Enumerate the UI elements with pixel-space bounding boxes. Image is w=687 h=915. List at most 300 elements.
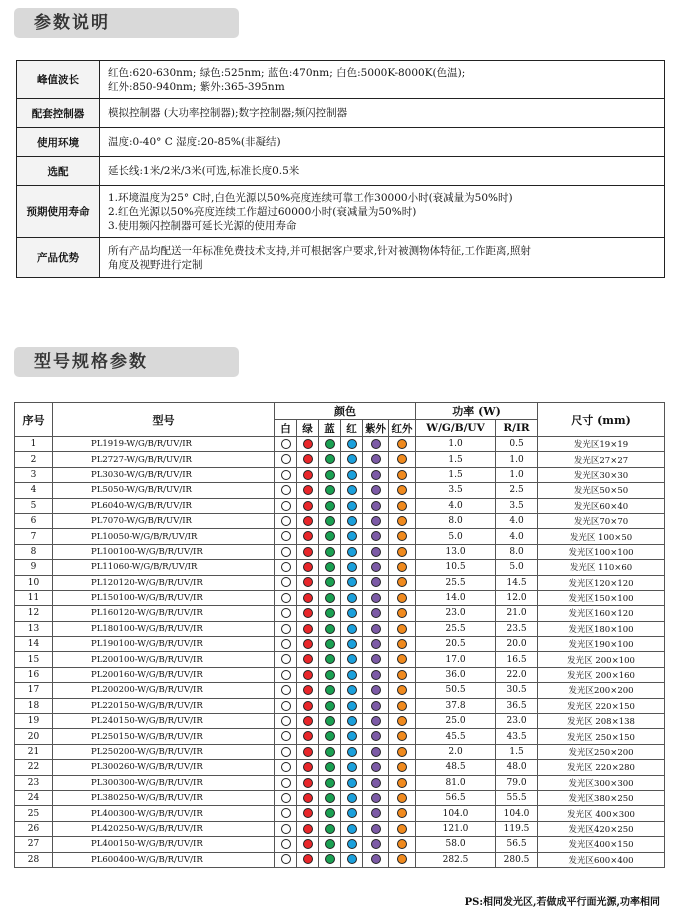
- color-cell-white: [275, 744, 297, 759]
- header-no: 序号: [15, 403, 53, 437]
- color-cell-red: [341, 652, 363, 667]
- ir-dot-icon: [397, 670, 407, 680]
- model-spec-table: [14, 402, 665, 868]
- color-cell-blue: [319, 698, 341, 713]
- row-size: 发光区 200×100: [538, 652, 665, 667]
- row-model: PL240150-W/G/B/R/UV/IR: [53, 714, 275, 729]
- row-size: 发光区190×100: [538, 637, 665, 652]
- uv-dot-icon: [371, 854, 381, 864]
- row-power-rir: 56.5: [496, 837, 538, 852]
- table-row: [15, 821, 665, 836]
- row-no: 26: [15, 821, 53, 836]
- uv-dot-icon: [371, 639, 381, 649]
- color-cell-red: [341, 560, 363, 575]
- color-cell-green: [297, 544, 319, 559]
- ir-dot-icon: [397, 501, 407, 511]
- row-power-wgbuv: 1.5: [416, 452, 496, 467]
- red-dot-icon: [347, 701, 357, 711]
- white-dot-icon: [281, 439, 291, 449]
- row-power-rir: 43.5: [496, 729, 538, 744]
- param-value-line: 模拟控制器 (大功率控制器);数字控制器;频闪控制器: [108, 107, 348, 119]
- row-model: PL1919-W/G/B/R/UV/IR: [53, 437, 275, 452]
- green-dot-icon: [303, 701, 313, 711]
- color-cell-white: [275, 529, 297, 544]
- row-model: PL200100-W/G/B/R/UV/IR: [53, 652, 275, 667]
- uv-dot-icon: [371, 716, 381, 726]
- color-cell-green: [297, 806, 319, 821]
- table-row: [15, 790, 665, 805]
- uv-dot-icon: [371, 808, 381, 818]
- red-dot-icon: [347, 454, 357, 464]
- blue-dot-icon: [325, 562, 335, 572]
- red-dot-icon: [347, 501, 357, 511]
- ir-dot-icon: [397, 547, 407, 557]
- row-size: 发光区 200×160: [538, 667, 665, 682]
- header-color-ir: 红外: [389, 420, 416, 437]
- green-dot-icon: [303, 839, 313, 849]
- white-dot-icon: [281, 624, 291, 634]
- color-cell-blue: [319, 683, 341, 698]
- red-dot-icon: [347, 808, 357, 818]
- color-cell-green: [297, 467, 319, 482]
- color-cell-green: [297, 652, 319, 667]
- row-no: 8: [15, 544, 53, 559]
- row-model: PL7070-W/G/B/R/UV/IR: [53, 513, 275, 528]
- color-cell-blue: [319, 744, 341, 759]
- row-no: 3: [15, 467, 53, 482]
- red-dot-icon: [347, 516, 357, 526]
- white-dot-icon: [281, 454, 291, 464]
- param-row: [17, 99, 665, 128]
- table-row: [15, 544, 665, 559]
- white-dot-icon: [281, 854, 291, 864]
- blue-dot-icon: [325, 670, 335, 680]
- green-dot-icon: [303, 670, 313, 680]
- white-dot-icon: [281, 670, 291, 680]
- green-dot-icon: [303, 716, 313, 726]
- row-power-rir: 8.0: [496, 544, 538, 559]
- row-power-wgbuv: 45.5: [416, 729, 496, 744]
- color-cell-uv: [363, 606, 389, 621]
- color-cell-white: [275, 652, 297, 667]
- color-cell-green: [297, 529, 319, 544]
- color-cell-red: [341, 852, 363, 867]
- ir-dot-icon: [397, 577, 407, 587]
- white-dot-icon: [281, 747, 291, 757]
- ir-dot-icon: [397, 454, 407, 464]
- ir-dot-icon: [397, 439, 407, 449]
- blue-dot-icon: [325, 701, 335, 711]
- ir-dot-icon: [397, 854, 407, 864]
- header-model: 型号: [53, 403, 275, 437]
- red-dot-icon: [347, 793, 357, 803]
- color-cell-blue: [319, 498, 341, 513]
- row-model: PL200200-W/G/B/R/UV/IR: [53, 683, 275, 698]
- color-cell-uv: [363, 683, 389, 698]
- section-title-models: 型号规格参数: [14, 347, 239, 377]
- table-row: [15, 729, 665, 744]
- uv-dot-icon: [371, 670, 381, 680]
- ir-dot-icon: [397, 470, 407, 480]
- blue-dot-icon: [325, 516, 335, 526]
- row-model: PL300300-W/G/B/R/UV/IR: [53, 775, 275, 790]
- color-cell-blue: [319, 775, 341, 790]
- row-power-rir: 1.0: [496, 467, 538, 482]
- row-power-wgbuv: 282.5: [416, 852, 496, 867]
- table-row: [15, 513, 665, 528]
- row-size: 发光区60×40: [538, 498, 665, 513]
- row-no: 16: [15, 667, 53, 682]
- color-cell-white: [275, 437, 297, 452]
- red-dot-icon: [347, 577, 357, 587]
- color-cell-white: [275, 606, 297, 621]
- row-no: 17: [15, 683, 53, 698]
- row-model: PL400300-W/G/B/R/UV/IR: [53, 806, 275, 821]
- color-cell-green: [297, 590, 319, 605]
- uv-dot-icon: [371, 593, 381, 603]
- color-cell-green: [297, 437, 319, 452]
- color-cell-green: [297, 637, 319, 652]
- white-dot-icon: [281, 501, 291, 511]
- row-power-wgbuv: 10.5: [416, 560, 496, 575]
- white-dot-icon: [281, 562, 291, 572]
- color-cell-green: [297, 852, 319, 867]
- color-cell-red: [341, 744, 363, 759]
- color-cell-blue: [319, 437, 341, 452]
- green-dot-icon: [303, 624, 313, 634]
- color-cell-white: [275, 452, 297, 467]
- color-cell-ir: [389, 544, 416, 559]
- row-model: PL190100-W/G/B/R/UV/IR: [53, 637, 275, 652]
- color-cell-green: [297, 760, 319, 775]
- row-power-wgbuv: 37.8: [416, 698, 496, 713]
- parameters-table: [16, 60, 665, 278]
- row-power-rir: 23.5: [496, 621, 538, 636]
- color-cell-ir: [389, 652, 416, 667]
- green-dot-icon: [303, 685, 313, 695]
- color-cell-uv: [363, 714, 389, 729]
- color-cell-white: [275, 544, 297, 559]
- color-cell-green: [297, 683, 319, 698]
- blue-dot-icon: [325, 685, 335, 695]
- color-cell-red: [341, 806, 363, 821]
- ir-dot-icon: [397, 624, 407, 634]
- table-row: [15, 498, 665, 513]
- param-value-line: 2.红色光源以50%亮度连续工作超过60000小时(衰减量为50%时): [108, 205, 417, 218]
- row-model: PL220150-W/G/B/R/UV/IR: [53, 698, 275, 713]
- color-cell-red: [341, 452, 363, 467]
- color-cell-red: [341, 729, 363, 744]
- green-dot-icon: [303, 808, 313, 818]
- uv-dot-icon: [371, 439, 381, 449]
- color-cell-ir: [389, 790, 416, 805]
- row-model: PL10050-W/G/B/R/UV/IR: [53, 529, 275, 544]
- row-size: 发光区200×200: [538, 683, 665, 698]
- green-dot-icon: [303, 593, 313, 603]
- uv-dot-icon: [371, 531, 381, 541]
- color-cell-red: [341, 590, 363, 605]
- green-dot-icon: [303, 485, 313, 495]
- color-cell-ir: [389, 513, 416, 528]
- blue-dot-icon: [325, 778, 335, 788]
- color-cell-ir: [389, 467, 416, 482]
- ir-dot-icon: [397, 485, 407, 495]
- blue-dot-icon: [325, 762, 335, 772]
- color-cell-ir: [389, 852, 416, 867]
- table-row: [15, 637, 665, 652]
- color-cell-white: [275, 790, 297, 805]
- row-no: 25: [15, 806, 53, 821]
- param-value: [100, 61, 665, 99]
- red-dot-icon: [347, 654, 357, 664]
- row-power-wgbuv: 48.5: [416, 760, 496, 775]
- color-cell-green: [297, 483, 319, 498]
- green-dot-icon: [303, 516, 313, 526]
- color-cell-ir: [389, 529, 416, 544]
- row-model: PL100100-W/G/B/R/UV/IR: [53, 544, 275, 559]
- color-cell-uv: [363, 452, 389, 467]
- row-no: 14: [15, 637, 53, 652]
- ir-dot-icon: [397, 562, 407, 572]
- table-row: [15, 744, 665, 759]
- color-cell-blue: [319, 729, 341, 744]
- color-cell-green: [297, 560, 319, 575]
- green-dot-icon: [303, 439, 313, 449]
- row-power-wgbuv: 36.0: [416, 667, 496, 682]
- uv-dot-icon: [371, 624, 381, 634]
- color-cell-green: [297, 606, 319, 621]
- color-cell-ir: [389, 729, 416, 744]
- uv-dot-icon: [371, 685, 381, 695]
- row-power-wgbuv: 3.5: [416, 483, 496, 498]
- white-dot-icon: [281, 762, 291, 772]
- uv-dot-icon: [371, 701, 381, 711]
- row-model: PL180100-W/G/B/R/UV/IR: [53, 621, 275, 636]
- header-color-green: 绿: [297, 420, 319, 437]
- color-cell-white: [275, 683, 297, 698]
- blue-dot-icon: [325, 716, 335, 726]
- row-size: 发光区420×250: [538, 821, 665, 836]
- uv-dot-icon: [371, 762, 381, 772]
- color-cell-green: [297, 452, 319, 467]
- green-dot-icon: [303, 639, 313, 649]
- color-cell-blue: [319, 852, 341, 867]
- color-cell-white: [275, 852, 297, 867]
- color-cell-white: [275, 575, 297, 590]
- color-cell-white: [275, 837, 297, 852]
- param-label: 选配: [17, 157, 100, 186]
- row-power-rir: 22.0: [496, 667, 538, 682]
- row-no: 19: [15, 714, 53, 729]
- color-cell-ir: [389, 560, 416, 575]
- row-power-wgbuv: 1.0: [416, 437, 496, 452]
- param-value-line: 角度及视野进行定制: [108, 258, 203, 271]
- row-power-wgbuv: 2.0: [416, 744, 496, 759]
- red-dot-icon: [347, 547, 357, 557]
- table-row: [15, 437, 665, 452]
- row-size: 发光区100×100: [538, 544, 665, 559]
- row-model: PL420250-W/G/B/R/UV/IR: [53, 821, 275, 836]
- color-cell-ir: [389, 590, 416, 605]
- uv-dot-icon: [371, 654, 381, 664]
- uv-dot-icon: [371, 577, 381, 587]
- color-cell-green: [297, 790, 319, 805]
- row-power-wgbuv: 5.0: [416, 529, 496, 544]
- param-value-line: 红色:620-630nm; 绿色:525nm; 蓝色:470nm; 白色:5000K-8000K(色温);: [108, 66, 466, 79]
- color-cell-white: [275, 775, 297, 790]
- table-row: [15, 529, 665, 544]
- color-cell-uv: [363, 652, 389, 667]
- color-cell-white: [275, 714, 297, 729]
- color-cell-white: [275, 498, 297, 513]
- blue-dot-icon: [325, 608, 335, 618]
- header-color: 颜色: [275, 403, 416, 420]
- row-model: PL160120-W/G/B/R/UV/IR: [53, 606, 275, 621]
- color-cell-blue: [319, 821, 341, 836]
- color-cell-uv: [363, 560, 389, 575]
- color-cell-white: [275, 513, 297, 528]
- color-cell-uv: [363, 529, 389, 544]
- param-label: 预期使用寿命: [17, 186, 100, 238]
- row-power-wgbuv: 1.5: [416, 467, 496, 482]
- color-cell-blue: [319, 637, 341, 652]
- row-size: 发光区380×250: [538, 790, 665, 805]
- color-cell-red: [341, 544, 363, 559]
- ir-dot-icon: [397, 654, 407, 664]
- row-model: PL5050-W/G/B/R/UV/IR: [53, 483, 275, 498]
- row-power-wgbuv: 17.0: [416, 652, 496, 667]
- color-cell-ir: [389, 621, 416, 636]
- ir-dot-icon: [397, 701, 407, 711]
- row-power-wgbuv: 13.0: [416, 544, 496, 559]
- red-dot-icon: [347, 670, 357, 680]
- row-power-wgbuv: 4.0: [416, 498, 496, 513]
- row-no: 18: [15, 698, 53, 713]
- color-cell-white: [275, 621, 297, 636]
- white-dot-icon: [281, 470, 291, 480]
- blue-dot-icon: [325, 747, 335, 757]
- color-cell-blue: [319, 467, 341, 482]
- ir-dot-icon: [397, 593, 407, 603]
- uv-dot-icon: [371, 747, 381, 757]
- ir-dot-icon: [397, 731, 407, 741]
- red-dot-icon: [347, 685, 357, 695]
- row-size: 发光区 400×300: [538, 806, 665, 821]
- row-power-rir: 2.5: [496, 483, 538, 498]
- row-power-wgbuv: 20.5: [416, 637, 496, 652]
- row-model: PL11060-W/G/B/R/UV/IR: [53, 560, 275, 575]
- color-cell-white: [275, 667, 297, 682]
- green-dot-icon: [303, 454, 313, 464]
- row-power-wgbuv: 25.5: [416, 621, 496, 636]
- color-cell-white: [275, 760, 297, 775]
- color-cell-ir: [389, 483, 416, 498]
- color-cell-green: [297, 744, 319, 759]
- row-model: PL380250-W/G/B/R/UV/IR: [53, 790, 275, 805]
- red-dot-icon: [347, 778, 357, 788]
- row-power-rir: 16.5: [496, 652, 538, 667]
- row-power-rir: 48.0: [496, 760, 538, 775]
- row-size: 发光区 250×150: [538, 729, 665, 744]
- color-cell-uv: [363, 467, 389, 482]
- row-no: 1: [15, 437, 53, 452]
- color-cell-green: [297, 729, 319, 744]
- color-cell-green: [297, 821, 319, 836]
- color-cell-red: [341, 621, 363, 636]
- uv-dot-icon: [371, 839, 381, 849]
- color-cell-ir: [389, 775, 416, 790]
- color-cell-uv: [363, 637, 389, 652]
- row-power-wgbuv: 121.0: [416, 821, 496, 836]
- color-cell-ir: [389, 575, 416, 590]
- param-value-line: 红外:850-940nm; 紫外:365-395nm: [108, 80, 285, 93]
- color-cell-blue: [319, 529, 341, 544]
- color-cell-red: [341, 575, 363, 590]
- row-size: 发光区300×300: [538, 775, 665, 790]
- white-dot-icon: [281, 547, 291, 557]
- row-no: 12: [15, 606, 53, 621]
- color-cell-white: [275, 698, 297, 713]
- color-cell-white: [275, 821, 297, 836]
- ir-dot-icon: [397, 516, 407, 526]
- color-cell-green: [297, 621, 319, 636]
- uv-dot-icon: [371, 824, 381, 834]
- color-cell-ir: [389, 452, 416, 467]
- color-cell-ir: [389, 698, 416, 713]
- row-power-rir: 23.0: [496, 714, 538, 729]
- row-power-rir: 36.5: [496, 698, 538, 713]
- row-model: PL150100-W/G/B/R/UV/IR: [53, 590, 275, 605]
- red-dot-icon: [347, 439, 357, 449]
- color-cell-blue: [319, 837, 341, 852]
- table-row: [15, 560, 665, 575]
- row-power-rir: 3.5: [496, 498, 538, 513]
- color-cell-ir: [389, 683, 416, 698]
- row-power-rir: 12.0: [496, 590, 538, 605]
- color-cell-ir: [389, 667, 416, 682]
- white-dot-icon: [281, 824, 291, 834]
- row-size: 发光区19×19: [538, 437, 665, 452]
- row-size: 发光区30×30: [538, 467, 665, 482]
- color-cell-uv: [363, 806, 389, 821]
- white-dot-icon: [281, 716, 291, 726]
- color-cell-white: [275, 729, 297, 744]
- color-cell-white: [275, 590, 297, 605]
- green-dot-icon: [303, 824, 313, 834]
- color-cell-ir: [389, 806, 416, 821]
- color-cell-red: [341, 637, 363, 652]
- row-size: 发光区150×100: [538, 590, 665, 605]
- header-color-uv: 紫外: [363, 420, 389, 437]
- color-cell-green: [297, 837, 319, 852]
- blue-dot-icon: [325, 547, 335, 557]
- row-no: 5: [15, 498, 53, 513]
- color-cell-blue: [319, 560, 341, 575]
- color-cell-white: [275, 560, 297, 575]
- table-row: [15, 683, 665, 698]
- row-power-wgbuv: 23.0: [416, 606, 496, 621]
- param-row: [17, 157, 665, 186]
- color-cell-white: [275, 806, 297, 821]
- param-row: [17, 186, 665, 238]
- blue-dot-icon: [325, 485, 335, 495]
- header-color-red: 红: [341, 420, 363, 437]
- table-row: [15, 698, 665, 713]
- red-dot-icon: [347, 839, 357, 849]
- white-dot-icon: [281, 778, 291, 788]
- row-power-rir: 30.5: [496, 683, 538, 698]
- color-cell-blue: [319, 544, 341, 559]
